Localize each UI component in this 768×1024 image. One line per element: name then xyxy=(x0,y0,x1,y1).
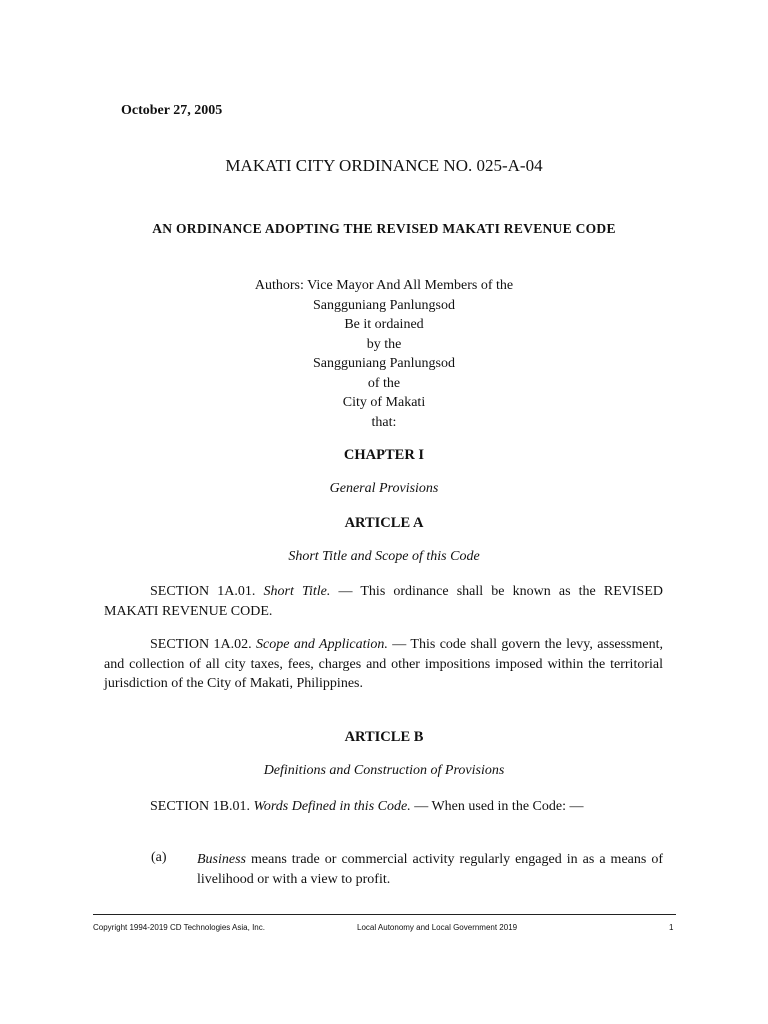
section-title: Scope and Application. xyxy=(256,637,388,652)
section-1a02 xyxy=(104,635,663,694)
article-a-subtitle: Short Title and Scope of this Code xyxy=(288,549,480,564)
footer-copyright: Copyright 1994-2019 CD Technologies Asia, Inc. xyxy=(93,923,265,932)
authors-line: by the xyxy=(366,336,402,352)
section-title: Words Defined in this Code. xyxy=(253,799,411,814)
definition-text: means trade or commercial activity regularly engaged in as a means of livelihood or with a view to profit. xyxy=(197,852,663,887)
article-a-heading: ARTICLE A xyxy=(344,515,424,531)
article-b-heading: ARTICLE B xyxy=(344,729,424,745)
definition-item xyxy=(197,850,663,889)
footer-divider xyxy=(93,914,676,915)
chapter-subtitle: General Provisions xyxy=(329,481,439,496)
footer-page-number: 1 xyxy=(669,923,674,932)
document-date: October 27, 2005 xyxy=(121,103,223,118)
section-1b01 xyxy=(104,797,663,817)
section-text: — When used in the Code: — xyxy=(410,799,584,814)
section-text: — This code shall govern the levy, assessment, and collection of all city taxes, fees, charges and other impositions imposed within the territorial jurisdiction of the City of Makati, Philippines. xyxy=(104,637,663,691)
ordinance-title: MAKATI CITY ORDINANCE NO. 025-A-04 xyxy=(225,156,543,175)
definition-term: Business xyxy=(197,852,246,867)
section-number: SECTION 1B.01. xyxy=(150,799,250,814)
article-b-subtitle: Definitions and Construction of Provisions xyxy=(263,763,505,778)
section-1a01 xyxy=(104,582,663,621)
definition-label: (a) xyxy=(151,850,167,865)
section-title: Short Title. xyxy=(263,584,331,599)
authors-block xyxy=(0,276,768,432)
footer-publication: Local Autonomy and Local Government 2019 xyxy=(357,923,518,932)
section-text: — This ordinance shall be known as the REVISED MAKATI REVENUE CODE. xyxy=(104,584,664,619)
authors-line: that: xyxy=(371,414,397,430)
ordinance-subtitle: AN ORDINANCE ADOPTING THE REVISED MAKATI REVENUE CODE xyxy=(152,221,616,236)
authors-line: City of Makati xyxy=(342,395,426,410)
authors-line: Authors: Vice Mayor And All Members of the xyxy=(254,278,514,293)
authors-line: Sangguniang Panlungsod xyxy=(313,356,455,371)
chapter-heading: CHAPTER I xyxy=(343,447,425,463)
section-number: SECTION 1A.02. xyxy=(150,637,252,652)
authors-line: Be it ordained xyxy=(344,317,424,332)
section-number: SECTION 1A.01. xyxy=(150,584,256,599)
authors-line: Sangguniang Panlungsod xyxy=(313,297,455,313)
authors-line: of the xyxy=(367,375,401,391)
